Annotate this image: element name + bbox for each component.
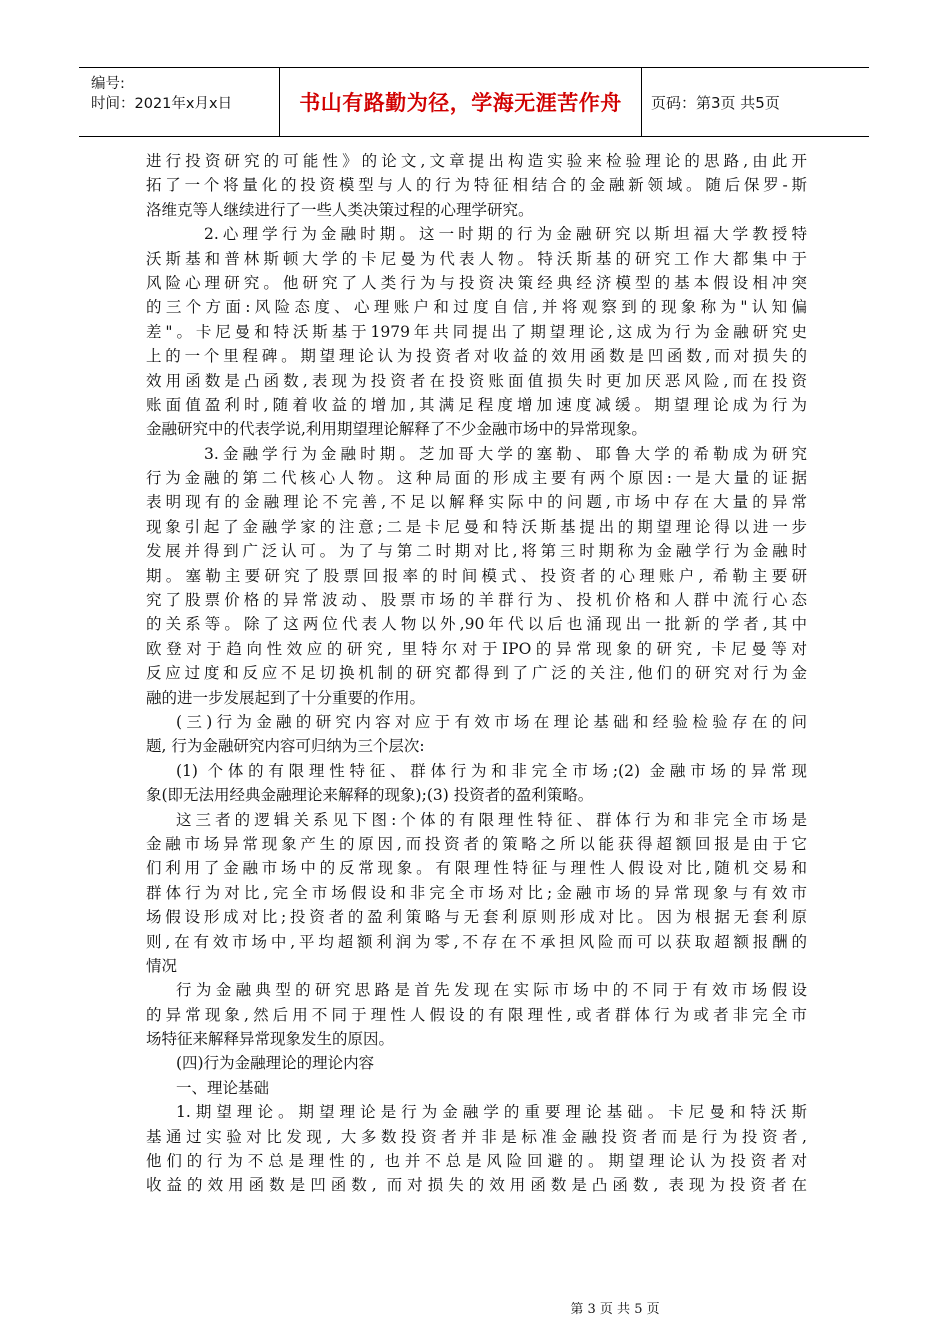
body-line: 发展并得到广泛认可。为了与第二时期对比,将第三时期称为金融学行为金融时: [146, 542, 807, 561]
body-line: 场特征来解释异常现象发生的原因。: [146, 1030, 395, 1049]
body-line: 一、理论基础: [176, 1078, 270, 1097]
header-meta: [79, 68, 280, 136]
body-line: 表明现有的金融理论不完善,不足以解释实际中的问题,市场中存在大量的异常: [146, 493, 807, 512]
body-line: 群体行为对比,完全市场假设和非完全市场对比;金融市场的异常现象与有效市: [146, 883, 807, 902]
body-line: 的异常现象,然后用不同于理性人假设的有限理性,或者群体行为或者非完全市: [146, 1005, 807, 1024]
body-line: 则,在有效市场中,平均超额利润为零,不存在不承担风险而可以获取超额报酬的: [146, 932, 807, 951]
body-line: (四)行为金融理论的理论内容: [176, 1054, 375, 1073]
body-line: 上的一个里程碑。期望理论认为投资者对收益的效用函数是凹函数,而对损失的: [146, 347, 807, 366]
body-line: 的关系等。除了这两位代表人物以外,90年代以后也涌现出一批新的学者,其中: [146, 615, 807, 634]
page-header: [79, 67, 869, 137]
body-line: 他们的行为不总是理性的, 也并不总是风险回避的。期望理论认为投资者对: [146, 1152, 807, 1171]
body-line: 期。塞勒主要研究了股票回报率的时间模式、投资者的心理账户, 希勒主要研: [146, 566, 807, 585]
body-text: [146, 149, 807, 1198]
body-line: 反应过度和反应不足切换机制的研究都得到了广泛的关注,他们的研究对行为金: [146, 664, 807, 683]
body-line: 3.金融学行为金融时期。芝加哥大学的塞勒、耶鲁大学的希勒成为研究: [204, 444, 807, 463]
body-line: 题, 行为金融研究内容可归纳为三个层次:: [146, 737, 425, 756]
body-line: 沃斯基和普林斯顿大学的卡尼曼为代表人物。特沃斯基的研究工作大都集中于: [146, 249, 807, 268]
body-line: 洛维克等人继续进行了一些人类决策过程的心理学研究。: [146, 200, 534, 219]
header-motto: 书山有路勤为径，学海无涯苦作舟: [280, 68, 642, 136]
body-line: 收益的效用函数是凹函数, 而对损失的效用函数是凸函数, 表现为投资者在: [146, 1176, 807, 1195]
body-line: 风险心理研究。他研究了人类行为与投资决策经典经济模型的基本假设相冲突: [146, 273, 807, 292]
body-line: (三)行为金融的研究内容对应于有效市场在理论基础和经验检验存在的问: [176, 712, 807, 731]
page-footer: 第 3 页 共 5 页: [570, 1302, 660, 1317]
body-line: 象(即无法用经典金融理论来解释的现象);(3) 投资者的盈利策略。: [146, 786, 594, 805]
header-page-info: 页码：第3页 共5页: [651, 93, 780, 112]
body-line: 们利用了金融市场中的反常现象。有限理性特征与理性人假设对比,随机交易和: [146, 859, 807, 878]
body-line: 究了股票价格的异常波动、股票市场的羊群行为、投机价格和人群中流行心态: [146, 591, 807, 610]
body-line: (1) 个体的有限理性特征、群体行为和非完全市场;(2) 金融市场的异常现: [176, 761, 807, 780]
body-line: 情况: [146, 956, 178, 975]
body-line: 进行投资研究的可能性》的论文,文章提出构造实验来检验理论的思路,由此开: [146, 152, 807, 170]
body-line: 融的进一步发展起到了十分重要的作用。: [146, 688, 426, 707]
body-line: 行为金融典型的研究思路是首先发现在实际市场中的不同于有效市场假设: [176, 981, 807, 1000]
serial-number-label: 编号:: [91, 76, 125, 92]
date-line: 时间：2021年x月x日: [91, 96, 233, 112]
body-line: 效用函数是凸函数,表现为投资者在投资账面值损失时更加厌恶风险,而在投资: [146, 371, 807, 390]
body-line: 现象引起了金融学家的注意;二是卡尼曼和特沃斯基提出的期望理论得以进一步: [146, 517, 807, 536]
body-line: 1.期望理论。期望理论是行为金融学的重要理论基础。卡尼曼和特沃斯: [176, 1103, 807, 1122]
body-line: 金融研究中的代表学说,利用期望理论解释了不少金融市场中的异常现象。: [146, 420, 647, 439]
body-line: 账面值盈利时,随着收益的增加,其满足程度增加速度减缓。期望理论成为行为: [146, 395, 807, 414]
body-line: 2.心理学行为金融时期。这一时期的行为金融研究以斯坦福大学教授特: [204, 225, 807, 244]
body-line: 欧登对于趋向性效应的研究, 里特尔对于IPO的异常现象的研究, 卡尼曼等对: [146, 639, 807, 658]
body-line: 行为金融的第二代核心人物。这种局面的形成主要有两个原因:一是大量的证据: [146, 469, 807, 488]
body-line: 的三个方面:风险态度、心理账户和过度自信,并将观察到的现象称为"认知偏: [146, 298, 807, 317]
body-line: 这三者的逻辑关系见下图:个体的有限理性特征、群体行为和非完全市场是: [176, 810, 807, 829]
body-line: 基通过实验对比发现, 大多数投资者并非是标准金融投资者而是行为投资者,: [146, 1127, 807, 1146]
body-line: 差"。卡尼曼和特沃斯基于1979年共同提出了期望理论,这成为行为金融研究史: [146, 322, 807, 341]
body-line: 金融市场异常现象产生的原因,而投资者的策略之所以能获得超额回报是由于它: [146, 834, 807, 853]
body-line: 拓了一个将量化的投资模型与人的行为特征相结合的金融新领域。随后保罗-斯: [146, 176, 807, 195]
body-line: 场假设形成对比;投资者的盈利策略与无套利原则形成对比。因为根据无套利原: [146, 908, 807, 927]
